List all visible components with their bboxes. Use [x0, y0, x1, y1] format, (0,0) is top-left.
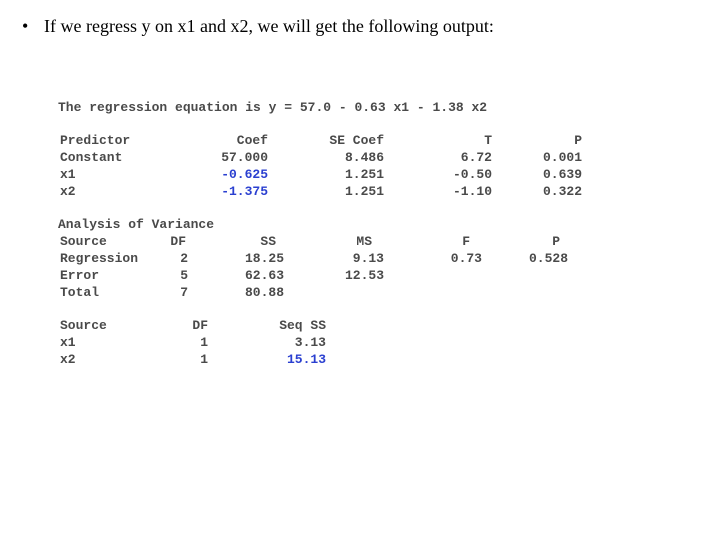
anova-cell: 5: [180, 268, 188, 283]
seq-cell: 1: [200, 352, 208, 367]
coef-header-p: P: [574, 133, 582, 148]
anova-cell: 62.63: [244, 268, 284, 283]
anova-cell: 7: [180, 285, 188, 300]
bullet-icon: •: [22, 16, 29, 36]
coef-header-secoef: SE Coef: [329, 133, 384, 148]
anova-cell: Error: [60, 268, 100, 283]
anova-header-df: DF: [170, 234, 186, 249]
seq-cell: 1: [200, 335, 208, 350]
intro-line: [22, 16, 494, 37]
seq-header-source: Source: [60, 318, 107, 333]
anova-cell: 18.25: [244, 251, 284, 266]
coef-row-x2: [58, 184, 618, 200]
seq-header-df: DF: [192, 318, 208, 333]
coef-cell: 0.001: [542, 150, 582, 165]
coef-cell: -0.50: [452, 167, 492, 182]
anova-cell: 0.528: [528, 251, 568, 266]
coef-cell: Constant: [60, 150, 123, 165]
seq-header-seqss: Seq SS: [279, 318, 326, 333]
coef-cell: 1.251: [344, 184, 384, 199]
seq-cell: x1: [60, 335, 76, 350]
coef-header-t: T: [484, 133, 492, 148]
coef-cell: 0.322: [542, 184, 582, 199]
coef-cell: 1.251: [344, 167, 384, 182]
anova-row-error: [58, 268, 618, 284]
seq-cell: 3.13: [294, 335, 326, 350]
coef-cell: 8.486: [344, 150, 384, 165]
coef-cell: 6.72: [460, 150, 492, 165]
regression-equation: The regression equation is y = 57.0 - 0.63 x1 - 1.38 x2: [58, 100, 488, 115]
anova-row-total: [58, 285, 618, 301]
anova-header-f: F: [462, 234, 470, 249]
coef-cell: x1: [60, 167, 76, 182]
seq-cell: x2: [60, 352, 76, 367]
seq-cell-highlight: 15.13: [286, 352, 326, 367]
coef-header-predictor: Predictor: [60, 133, 131, 148]
anova-header-source: Source: [60, 234, 107, 249]
anova-header-ms: MS: [356, 234, 372, 249]
anova-row-regression: [58, 251, 618, 267]
anova-cell: Total: [60, 285, 100, 300]
seq-row-x2: [58, 352, 618, 368]
coef-cell: 0.639: [542, 167, 582, 182]
coef-cell: 57.000: [221, 150, 268, 165]
anova-cell: 12.53: [344, 268, 384, 283]
anova-cell: 9.13: [352, 251, 384, 266]
seq-header-row: [58, 318, 618, 334]
regression-output: [58, 96, 618, 376]
coef-cell: x2: [60, 184, 76, 199]
intro-text: If we regress y on x1 and x2, we will get the following output:: [44, 16, 494, 36]
coef-cell-highlight: -1.375: [221, 184, 268, 199]
coef-row-constant: [58, 150, 618, 166]
coef-cell: -1.10: [452, 184, 492, 199]
anova-title: Analysis of Variance: [58, 217, 215, 232]
anova-cell: 0.73: [450, 251, 482, 266]
anova-cell: 80.88: [244, 285, 284, 300]
anova-cell: 2: [180, 251, 188, 266]
coef-cell-highlight: -0.625: [221, 167, 268, 182]
coef-header-coef: Coef: [236, 133, 268, 148]
coef-row-x1: [58, 167, 618, 183]
anova-header-row: [58, 234, 618, 250]
seq-row-x1: [58, 335, 618, 351]
anova-header-p: P: [552, 234, 560, 249]
anova-header-ss: SS: [260, 234, 276, 249]
anova-cell: Regression: [60, 251, 139, 266]
coef-header-row: [58, 133, 618, 149]
